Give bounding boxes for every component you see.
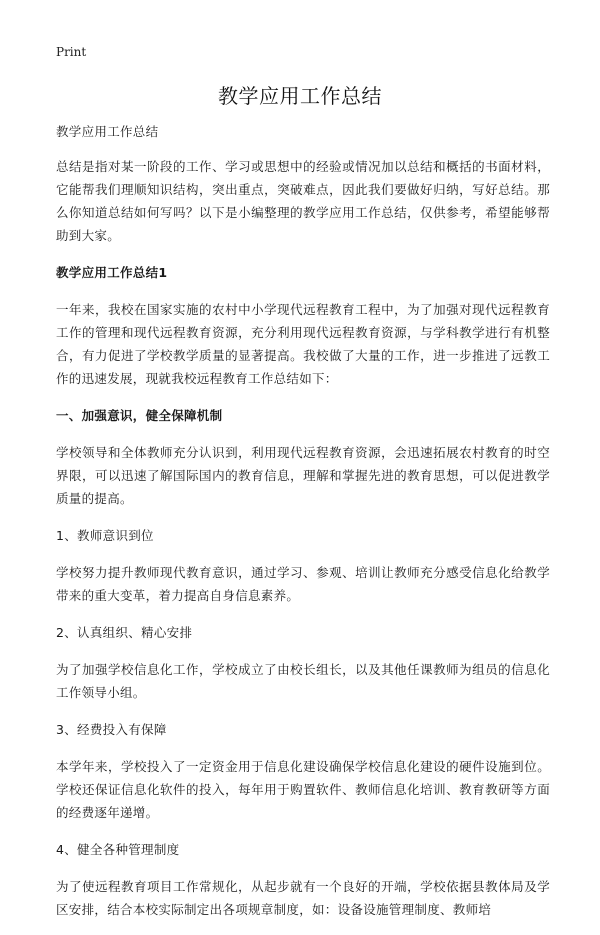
document-subtitle: 教学应用工作总结 (56, 124, 159, 139)
item-heading-3: 3、经费投入有保障 (56, 722, 167, 737)
item-paragraph-1: 学校努力提升教师现代教育意识，通过学习、参观、培训让教师充分感受信息化给教学带来的重大变革，着力提高自身信息素养。 (56, 565, 550, 603)
part-paragraph: 学校领导和全体教师充分认识到，利用现代远程教育资源，会迅速拓展农村教育的时空界限，可以迅速了解国际国内的教育信息，理解和掌握先进的教育思想，可以促进教学质量的提高。 (56, 445, 550, 506)
part-heading: 一、加强意识，健全保障机制 (56, 408, 223, 423)
page-title: 教学应用工作总结 (218, 84, 382, 108)
item-heading-2: 2、认真组织、精心安排 (56, 625, 193, 640)
section-paragraph: 一年来，我校在国家实施的农村中小学现代远程教育工程中，为了加强对现代远程教育工作的管理和现代远程教育资源，充分利用现代远程教育资源，与学科教学进行有机整合，有力促进了学校教学质量的显著提高。我校做了大量的工作，进一步推进了远教工作的迅速发展，现就我校远程教育工作总结如下： (56, 302, 550, 386)
section-heading: 教学应用工作总结1 (56, 265, 168, 280)
item-paragraph-2: 为了加强学校信息化工作，学校成立了由校长组长，以及其他任课教师为组员的信息化工作领导小组。 (56, 662, 550, 700)
item-paragraph-3: 本学年来，学校投入了一定资金用于信息化建设确保学校信息化建设的硬件设施到位。学校还保证信息化软件的投入，每年用于购置软件、教师信息化培训、教育教研等方面的经费逐年递增。 (56, 759, 550, 820)
intro-paragraph: 总结是指对某一阶段的工作、学习或思想中的经验或情况加以总结和概括的书面材料，它能帮我们理顺知识结构，突出重点，突破难点，因此我们要做好归纳，写好总结。那么你知道总结如何写吗？以下是小编整理的教学应用工作总结，仅供参考，希望能够帮助到大家。 (56, 159, 550, 243)
item-heading-1: 1、教师意识到位 (56, 528, 154, 543)
print-link[interactable]: Print (56, 45, 87, 59)
document-body (56, 120, 550, 935)
item-paragraph-4: 为了使远程教育项目工作常规化，从起步就有一个良好的开端，学校依据县教体局及学区安排，结合本校实际制定出各项规章制度，如：设备设施管理制度、教师培 (56, 879, 550, 917)
item-heading-4: 4、健全各种管理制度 (56, 842, 180, 857)
